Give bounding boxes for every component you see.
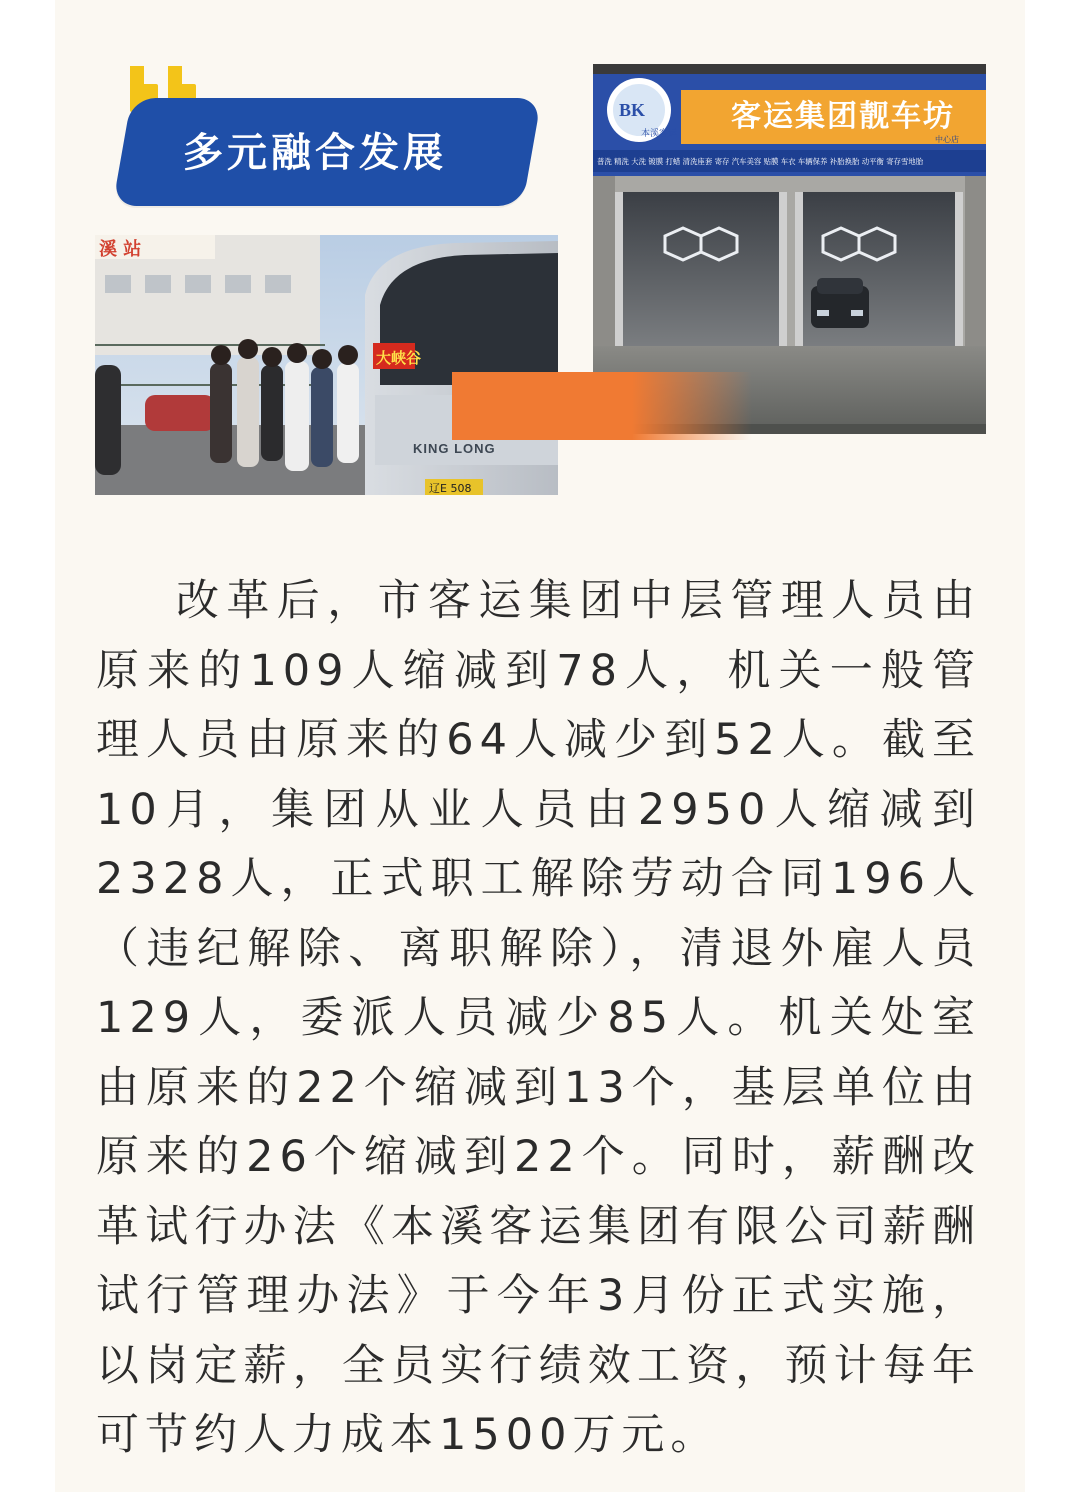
bus-photo: [95, 235, 558, 495]
garage-logo-sub: 本溪客运: [641, 129, 678, 139]
bus-station-sign: 溪 站: [99, 239, 142, 260]
garage-sign-main: 客运集团靓车坊: [731, 99, 955, 134]
section-title: 多元融合发展: [183, 130, 447, 176]
bus-brand: KING LONG: [413, 441, 496, 456]
bus-destination-sign: 大峡谷: [376, 349, 422, 367]
garage-service-list: 普洗 精洗 大洗 镀膜 打蜡 清洗座套 寄存 汽车美容 贴膜 车衣 车辆保养 补胎换胎 动平衡 寄存雪地胎: [597, 157, 924, 166]
bus-photo-drawing: [95, 235, 558, 495]
bus-plate: 辽E 508: [429, 482, 472, 495]
garage-logo-text: BK: [619, 100, 646, 120]
garage-sign-sub: 中心店: [935, 135, 959, 144]
accent-bar: [452, 372, 752, 440]
article-paragraph: 改革后，市客运集团中层管理人员由原来的109人缩减到78人，机关一般管理人员由原来的64人减少到52人。截至10月，集团从业人员由2950人缩减到2328人，正式职工解除劳动合同196人（违纪解除、离职解除），清退外雇人员129人，委派人员减少85人。机关处室由原来的22个缩减到13个，基层单位由原来的26个缩减到22个。同时，薪酬改革试行办法《本溪客运集团有限公司薪酬试行管理办法》于今年3月份正式实施，以岗定薪，全员实行绩效工资，预计每年可节约人力成本1500万元。: [96, 576, 981, 1460]
